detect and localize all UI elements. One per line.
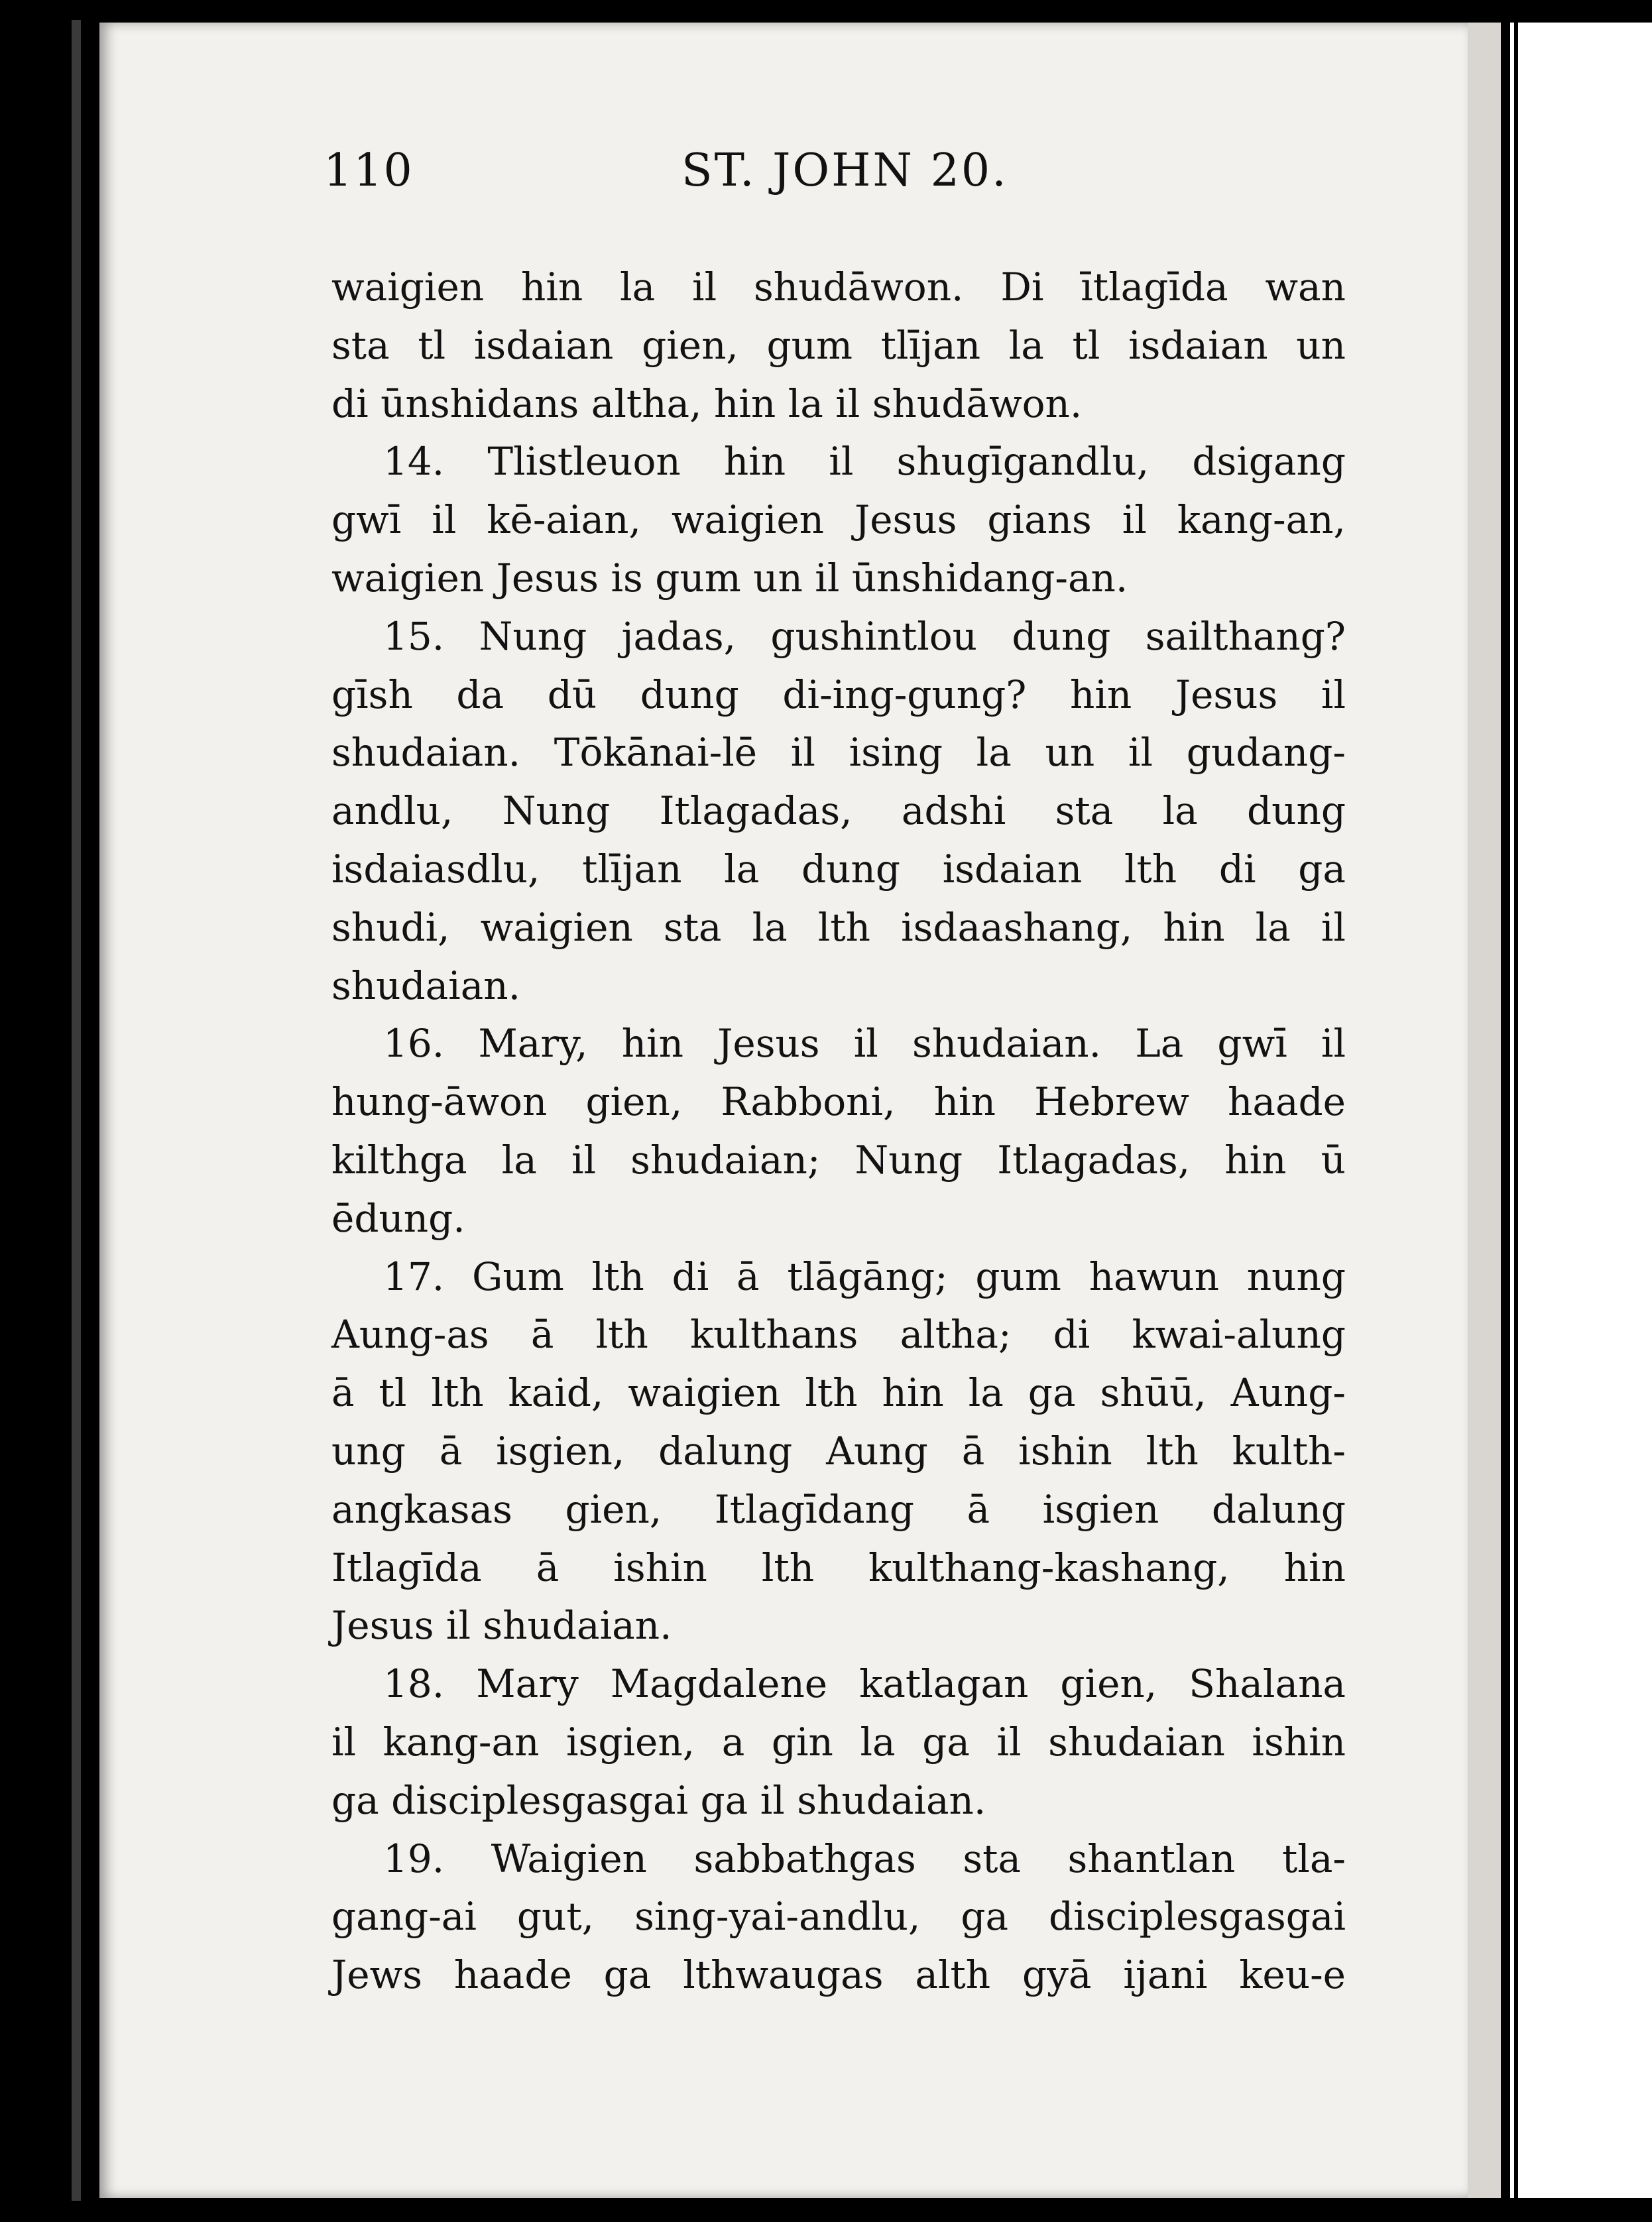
verse-15-start: 15. Nung jadas, gushintlou dung sailthang? — [383, 613, 1346, 659]
running-head: ST. JOHN 20. — [681, 145, 1008, 197]
text-line: angkasas gien, Itlagīdang ā isgien dalung — [331, 1486, 1346, 1532]
text-line: sta tl isdaian gien, gum tlījan la tl isdaian un — [331, 322, 1346, 368]
binding-edge — [72, 20, 81, 2201]
text-line: Itlagīda ā ishin lth kulthang-kashang, hin — [331, 1545, 1346, 1590]
adjacent-page — [1518, 23, 1652, 2198]
body-text — [331, 259, 1346, 2005]
text-line: waigien hin la il shudāwon. Di ītlagīda wan — [331, 264, 1346, 310]
verse-14-start: 14. Tlistleuon hin il shugīgandlu, dsigang — [383, 439, 1346, 485]
text-line: ēdung. — [331, 1195, 465, 1241]
text-line: gang-ai gut, sing-yai-andlu, ga disciplesgasgai — [331, 1894, 1346, 1940]
verse-19-start: 19. Waigien sabbathgas sta shantlan tla- — [383, 1836, 1346, 1881]
verse-16-start: 16. Mary, hin Jesus il shudaian. La gwī il — [383, 1021, 1346, 1067]
book-spine-shadow — [0, 0, 99, 2222]
text-line: il kang-an isgien, a gin la ga il shudaian ishin — [331, 1719, 1346, 1765]
text-line: shudi, waigien sta la lth isdaashang, hin la il — [331, 904, 1346, 950]
text-line: gwī il kē-aian, waigien Jesus gians il kang-an, — [331, 497, 1346, 543]
verse-18-start: 18. Mary Magdalene katlagan gien, Shalana — [383, 1661, 1346, 1707]
text-line: hung-āwon gien, Rabboni, hin Hebrew haade — [331, 1079, 1346, 1125]
verse-17-start: 17. Gum lth di ā tlāgāng; gum hawun nung — [383, 1254, 1346, 1299]
text-line: kilthga la il shudaian; Nung Itlagadas, hin ū — [331, 1137, 1346, 1183]
text-line: andlu, Nung Itlagadas, adshi sta la dung — [331, 788, 1346, 834]
page-edge — [1468, 23, 1501, 2198]
text-line: ga disciplesgasgai ga il shudaian. — [331, 1777, 986, 1823]
page-edge-highlight — [1510, 23, 1514, 2198]
text-line: ung ā isgien, dalung Aung ā ishin lth kulth- — [331, 1428, 1346, 1474]
text-line: shudaian. Tōkānai-lē il ising la un il gudang- — [331, 730, 1346, 776]
text-line: di ūnshidans altha, hin la il shudāwon. — [331, 380, 1083, 426]
text-line: Jews haade ga lthwaugas alth gyā ijani keu-e — [331, 1952, 1346, 1998]
text-line: ā tl lth kaid, waigien lth hin la ga shūū, Aung- — [331, 1370, 1346, 1416]
text-line: waigien Jesus is gum un il ūnshidang-an. — [331, 555, 1128, 601]
page-header — [324, 145, 1344, 211]
text-line: Jesus il shudaian. — [331, 1603, 672, 1649]
page-number: 110 — [324, 145, 414, 197]
text-line: Aung-as ā lth kulthans altha; di kwai-alung — [331, 1312, 1346, 1358]
text-line: isdaiasdlu, tlījan la dung isdaian lth di ga — [331, 846, 1346, 892]
text-line: gīsh da dū dung di-ing-gung? hin Jesus il — [331, 672, 1346, 717]
text-line: shudaian. — [331, 963, 521, 1008]
